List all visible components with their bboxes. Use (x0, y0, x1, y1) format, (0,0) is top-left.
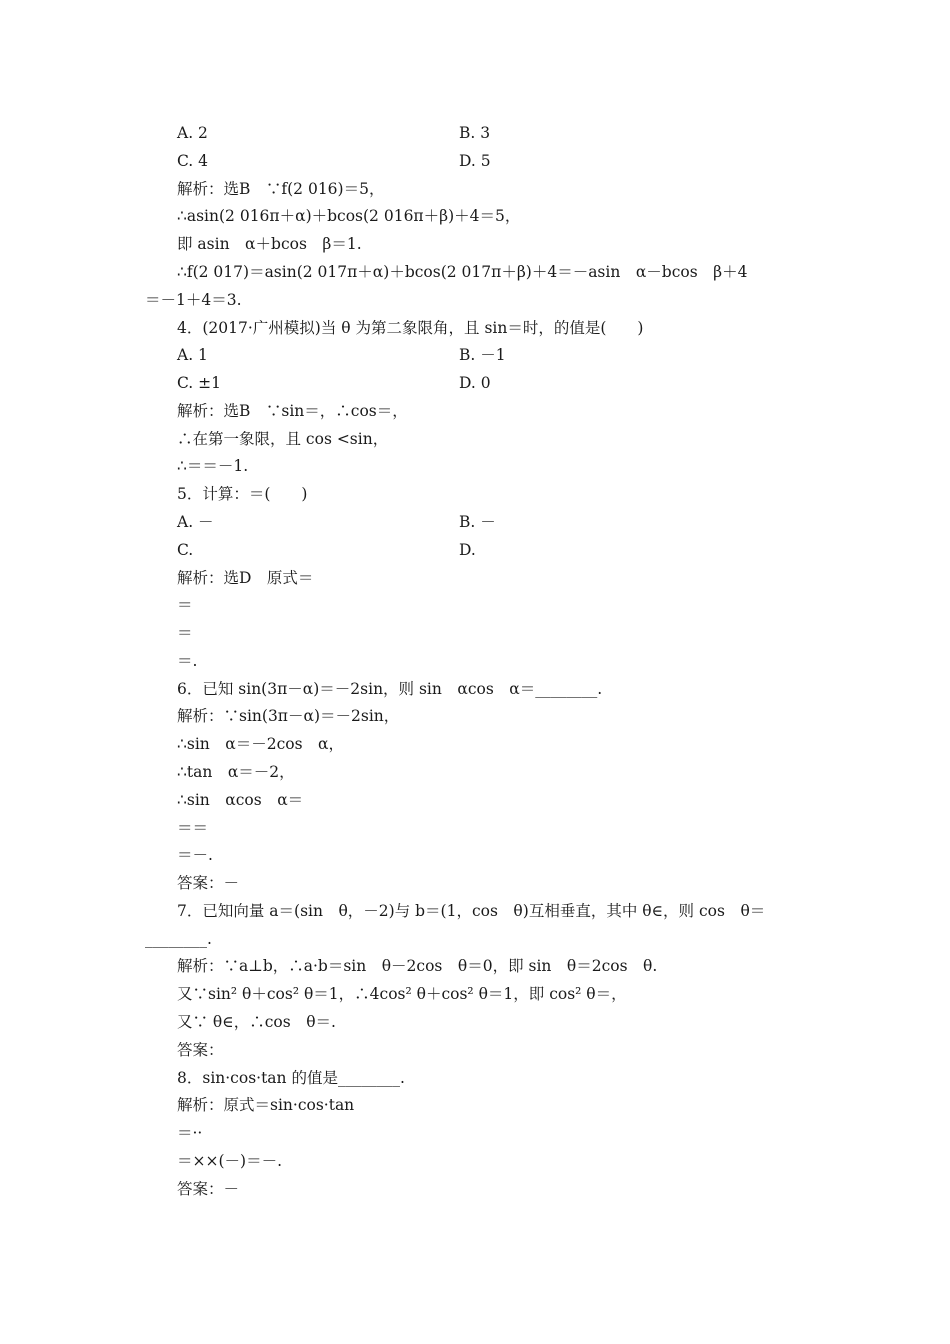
answer-line: 答案：－ (177, 874, 240, 892)
text-line: ＝＝ (177, 819, 209, 837)
text-line: A. － (177, 513, 214, 531)
text-line: ∴tan α＝－2， (177, 763, 295, 781)
text-line: ＝. (177, 652, 198, 670)
option-b-line: B. － (459, 513, 496, 531)
text-line: A. 2 (177, 124, 208, 142)
question-7: 7．已知向量 a＝(sin θ，－2)与 b＝(1，cos θ)互相垂直，其中 θ∈，则 cos θ＝ (177, 902, 766, 920)
text-line: ＝ (177, 596, 193, 614)
text-line: ＝－. (177, 846, 213, 864)
question-4: 4．(2017·广州模拟)当 θ 为第二象限角，且 sin＝时，的值是( ) (177, 319, 644, 337)
text-line: 又∵ θ∈，∴cos θ＝. (177, 1013, 336, 1031)
text-line: ＝·· (177, 1124, 203, 1142)
text-line: ∴sin α＝－2cos α， (177, 735, 345, 753)
answer-line: 答案：－ (177, 1180, 240, 1198)
text-line: 解析：选B ∵f(2 016)＝5， (177, 180, 385, 198)
text-line: ∴＝＝－1. (177, 457, 249, 475)
text-line: A. 1 (177, 346, 208, 364)
text-line: C. (177, 541, 194, 559)
text-line: C. 4 (177, 152, 209, 170)
text-line: 又∵sin² θ＋cos² θ＝1，∴4cos² θ＋cos² θ＝1，即 cos² θ＝， (177, 985, 627, 1003)
text-line: C. ±1 (177, 374, 222, 392)
text-line: 解析：∵sin(3π－α)＝－2sin， (177, 707, 400, 725)
text-line: ________. (145, 930, 212, 948)
question-8: 8．sin·cos·tan 的值是________. (177, 1069, 405, 1087)
text-line: ∴sin αcos α＝ (177, 791, 304, 809)
answer-line: 答案： (177, 1041, 224, 1059)
text-line: ＝ (177, 624, 193, 642)
text-line: 解析：选B ∵sin＝，∴cos＝， (177, 402, 408, 420)
option-d-line: D. (459, 541, 476, 559)
text-line: 解析：原式＝sin·cos·tan (177, 1096, 355, 1114)
text-line: 解析：∵a⊥b，∴a·b＝sin θ－2cos θ＝0，即 sin θ＝2cos θ. (177, 957, 658, 975)
question-5: 5．计算：＝( ) (177, 485, 308, 503)
text-line: 解析：选D 原式＝ (177, 569, 314, 587)
text-line: ＝－1＋4＝3. (145, 291, 242, 309)
question-6: 6．已知 sin(3π－α)＝－2sin，则 sin αcos α＝________. (177, 680, 603, 698)
text-line: ∴asin(2 016π＋α)＋bcos(2 016π＋β)＋4＝5， (177, 207, 521, 225)
option-d-line: D. 5 (459, 152, 491, 170)
option-b-line: B. －1 (459, 346, 506, 364)
text-line: ＝××(－)＝－. (177, 1152, 282, 1170)
text-line: ∴在第一象限，且 cos <sin， (177, 430, 389, 448)
option-d-line: D. 0 (459, 374, 491, 392)
option-b-line: B. 3 (459, 124, 491, 142)
text-line: 即 asin α＋bcos β＝1. (177, 235, 362, 253)
text-line: ∴f(2 017)＝asin(2 017π＋α)＋bcos(2 017π＋β)＋4＝－asin α－bcos β＋4 (177, 263, 748, 281)
